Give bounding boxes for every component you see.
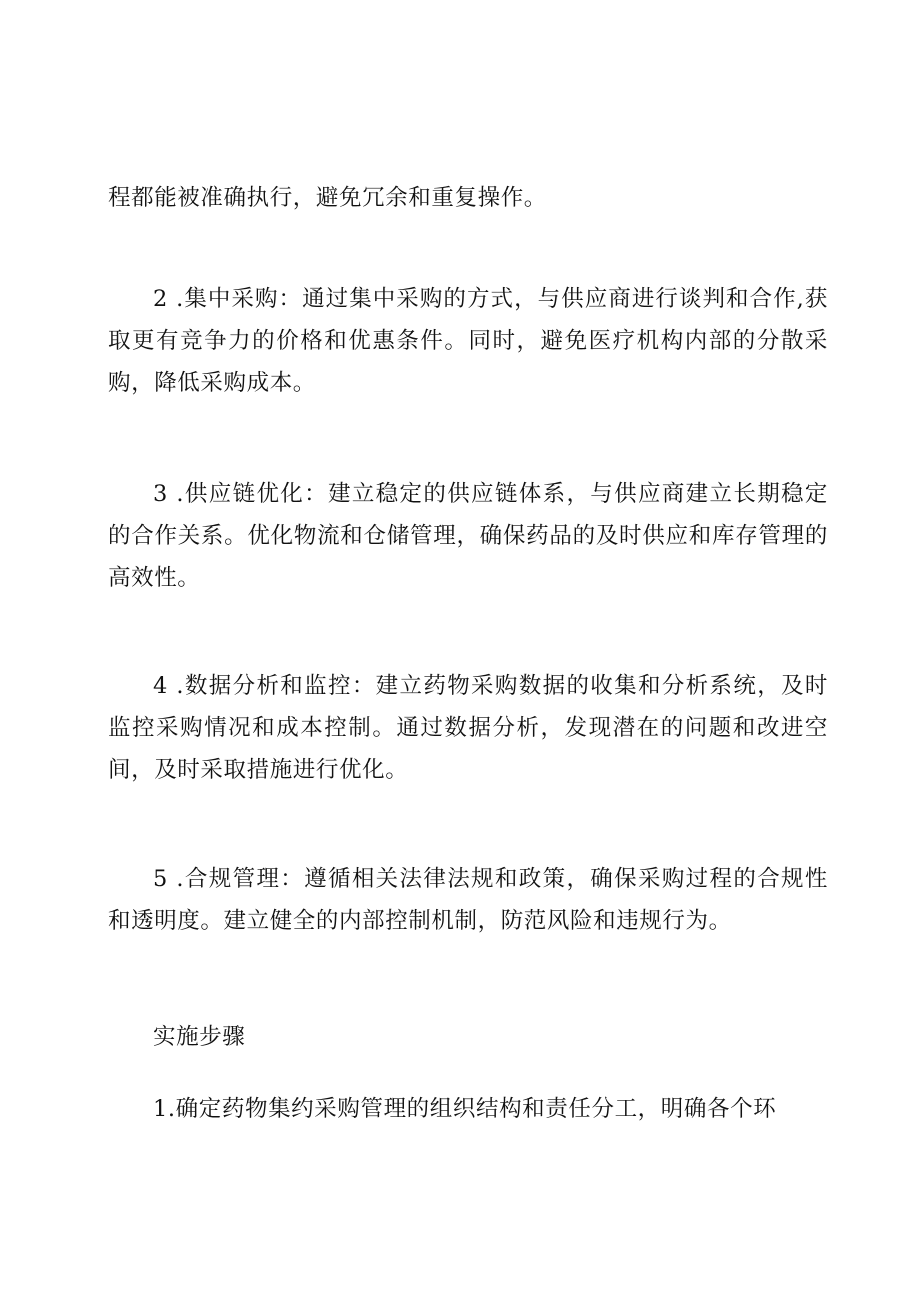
continuation-paragraph <box>108 177 828 219</box>
list-item-5 <box>108 858 828 942</box>
list-item-number: 2 <box>153 286 168 312</box>
step-1 <box>153 1088 776 1130</box>
list-item-number: 4 <box>153 673 168 699</box>
list-item-2 <box>108 278 828 404</box>
step-1-text: 1.确定药物集约采购管理的组织结构和责任分工，明确各个环 <box>153 1096 777 1122</box>
list-item-number: 3 <box>153 481 168 507</box>
list-item-4 <box>108 665 828 791</box>
list-item-text: .集中采购：通过集中采购的方式，与供应商进行谈判和合作,获取更有竞争力的价格和优惠条件。同时，避免医疗机构内部的分散采购，降低采购成本。 <box>108 286 828 396</box>
list-item-3 <box>108 473 828 599</box>
list-item-text: .供应链优化：建立稳定的供应链体系，与供应商建立长期稳定的合作关系。优化物流和仓储管理，确保药品的及时供应和库存管理的高效性。 <box>108 481 828 591</box>
list-item-number: 5 <box>153 866 168 892</box>
section-heading-text: 实施步骤 <box>153 1024 246 1050</box>
section-heading <box>153 1016 245 1058</box>
continuation-text: 程都能被准确执行，避免冗余和重复操作。 <box>108 185 547 211</box>
list-item-text: .合规管理：遵循相关法律法规和政策，确保采购过程的合规性和透明度。建立健全的内部控制机制，防范风险和违规行为。 <box>108 866 828 934</box>
list-item-text: .数据分析和监控：建立药物采购数据的收集和分析系统，及时监控采购情况和成本控制。通过数据分析，发现潜在的问题和改进空间，及时采取措施进行优化。 <box>108 673 828 783</box>
